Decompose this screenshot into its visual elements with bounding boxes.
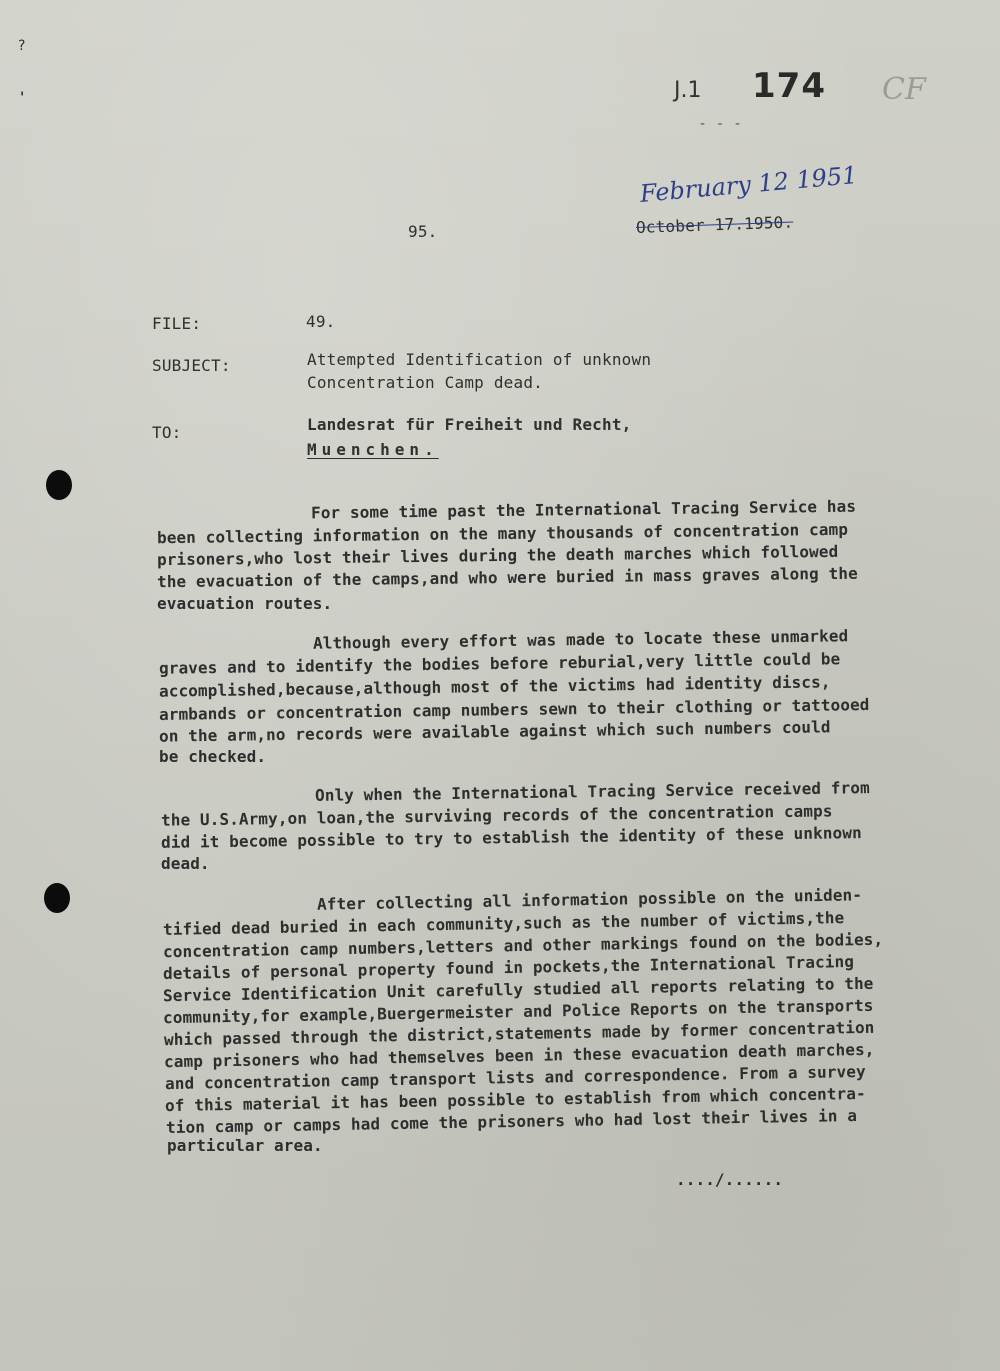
paragraph-line: the evacuation of the camps,and who were buried in mass graves along the [156, 563, 858, 592]
paragraph-line: tified dead buried in each community,such as the number of victims,the [162, 908, 845, 939]
paragraph-line: which passed through the district,statements made by former concentration [163, 1017, 875, 1050]
paragraph-line: Although every effort was made to locate these unmarked [312, 626, 849, 653]
paragraph-line: graves and to identify the bodies before reburial,very little could be [158, 649, 841, 678]
paragraph-line: on the arm,no records were available against which such numbers could [158, 717, 831, 746]
paragraph-line: concentration camp numbers,letters and other markings found on the bodies, [162, 929, 884, 962]
reference-prefix: J.1 [674, 78, 702, 103]
struck-date: October 17.1950. [635, 212, 794, 237]
paragraph-line: been collecting information on the many thousands of concentration camp [156, 519, 849, 548]
paragraph-line: accomplished,because,although most of the victims had identity discs, [158, 672, 831, 701]
reference-number: 174 [752, 66, 826, 106]
paragraph-line: and concentration camp transport lists and correspondence. From a survey [164, 1061, 866, 1094]
paragraph-line: Service Identification Unit carefully studied all reports relating to the [162, 973, 874, 1006]
paragraph-line: particular area. [167, 1136, 323, 1155]
continuation-mark: ..../...... [676, 1170, 784, 1189]
page-number: 95. [408, 222, 438, 241]
paragraph-line: camp prisoners who had themselves been in these evacuation death marches, [163, 1039, 875, 1072]
paragraph-line: be checked. [159, 747, 267, 766]
paragraph-line: prisoners,who lost their lives during the death marches which followed [156, 541, 839, 570]
paragraph-line: Only when the International Tracing Service received from [314, 778, 870, 805]
paragraph-line: dead. [161, 854, 210, 873]
paragraph-line: details of personal property found in pockets,the International Tracing [162, 951, 855, 984]
subject-label: SUBJECT: [152, 356, 231, 375]
paragraph-line: armbands or concentration camp numbers sewn to their clothing or tattooed [158, 695, 870, 724]
recipient-name: Landesrat für Freiheit und Recht, [307, 415, 632, 434]
reference-dashes: - - - [700, 116, 745, 132]
margin-mark-tick: ' [20, 90, 25, 106]
paragraph-line: After collecting all information possible on the uniden- [316, 885, 863, 914]
paragraph-line: community,for example,Buergermeister and Police Reports on the transports [162, 995, 874, 1028]
paragraph-line: evacuation routes. [157, 594, 333, 613]
file-value: 49. [306, 312, 336, 331]
subject-line: Concentration Camp dead. [307, 373, 543, 392]
recipient-city: Muenchen. [307, 440, 439, 459]
to-label: TO: [152, 423, 182, 442]
file-label: FILE: [152, 314, 202, 333]
handwritten-date: February 12 1951 [638, 161, 859, 208]
subject-line: Attempted Identification of unknown [307, 350, 652, 369]
reference-initials: CF [882, 72, 926, 107]
paragraph-line: the U.S.Army,on loan,the surviving records of the concentration camps [160, 801, 833, 830]
paragraph-line: of this material it has been possible to establish from which concentra- [164, 1083, 866, 1116]
paragraph-line: did it become possible to try to establish the identity of these unknown [160, 823, 862, 852]
paragraph-line: For some time past the International Tracing Service has [310, 496, 857, 523]
paragraph-line: tion camp or camps had come the prisoners who had lost their lives in a [165, 1105, 858, 1138]
margin-mark-question: ? [18, 38, 26, 54]
